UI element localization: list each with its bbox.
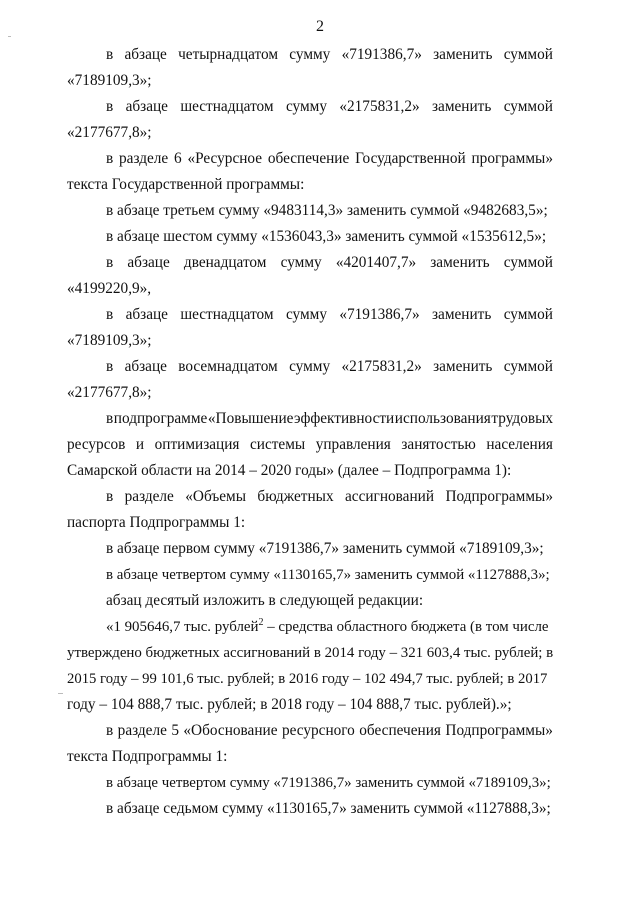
word: суммой xyxy=(503,254,553,271)
word: ресурсного xyxy=(281,722,355,739)
word: «Обоснование xyxy=(183,722,278,739)
text-line: текста Подпрограммы 1: xyxy=(67,748,228,765)
word: в xyxy=(106,98,114,115)
word: трудовых xyxy=(491,410,553,427)
word: подпрограмме xyxy=(113,410,208,427)
word: двенадцатом xyxy=(183,254,267,271)
footnote-marker: 2 xyxy=(258,617,264,628)
word: 5 xyxy=(171,722,179,739)
line-text: – средства областного бюджета (в том числе xyxy=(263,619,549,635)
word: системы xyxy=(249,436,306,453)
word: восемнадцатом xyxy=(178,358,278,375)
word: абзаце xyxy=(125,98,168,115)
word: суммой xyxy=(503,46,553,63)
word: абзаце xyxy=(124,358,167,375)
word: использования xyxy=(394,410,491,427)
word: заменить xyxy=(430,254,490,271)
word: абзаце xyxy=(125,306,168,323)
word: сумму xyxy=(280,254,322,271)
text-line xyxy=(106,150,553,168)
text-line: в абзаце первом сумму «7191386,7» заменить суммой «7189109,3»; xyxy=(106,540,544,557)
text-line: в абзаце четвертом сумму «1130165,7» заменить суммой «1127888,3»; xyxy=(106,567,550,583)
word: «Объемы xyxy=(185,488,247,505)
word: суммой xyxy=(503,358,553,375)
text-line xyxy=(106,254,553,272)
word: разделе xyxy=(117,722,167,739)
word: в xyxy=(106,306,114,323)
line-text: «1 905646,7 тыс. рублей xyxy=(106,619,259,635)
word: обеспечения xyxy=(359,722,441,739)
text-line: в абзаце шестом сумму «1536043,3» заменить суммой «1535612,5»; xyxy=(106,228,547,245)
word: абзаце xyxy=(127,254,170,271)
word: в xyxy=(106,358,114,375)
word: эффективности xyxy=(294,410,395,427)
text-line: паспорта Подпрограммы 1: xyxy=(67,514,246,531)
word: суммой xyxy=(503,306,553,323)
word: «4201407,7» xyxy=(335,254,417,271)
word: сумму xyxy=(289,46,331,63)
word: «Повышение xyxy=(207,410,294,427)
word: «2175831,2» xyxy=(339,98,420,115)
text-line: «2177677,8»; xyxy=(67,384,152,401)
word: занятостью xyxy=(401,436,476,453)
text-line: 2015 году – 99 101,6 тыс. рублей; в 2016 году – 102 494,7 тыс. рублей; в 2017 xyxy=(67,671,548,687)
word: программы» xyxy=(471,150,553,167)
text-line xyxy=(106,306,553,324)
word: сумму xyxy=(289,358,331,375)
text-line: году – 104 888,7 тыс. рублей; в 2018 году – 104 888,7 тыс. рублей).»; xyxy=(67,696,512,713)
text-line: в абзаце седьмом сумму «1130165,7» заменить суммой «1127888,3»; xyxy=(106,800,551,817)
word: «Ресурсное xyxy=(187,150,263,167)
text-line: «4199220,9», xyxy=(67,280,152,297)
text-line: абзац десятый изложить в следующей редакции: xyxy=(106,592,424,609)
word: суммой xyxy=(503,98,553,115)
text-line: «7189109,3»; xyxy=(67,72,152,89)
word: заменить xyxy=(433,46,493,63)
word: «7191386,7» xyxy=(341,46,422,63)
word: разделе xyxy=(124,488,174,505)
text-line: утверждено бюджетных ассигнований в 2014 году – 321 603,4 тыс. рублей; в xyxy=(67,645,554,661)
text-line xyxy=(106,722,553,740)
text-line xyxy=(106,98,553,116)
text-line xyxy=(106,618,553,636)
word: четырнадцатом xyxy=(178,46,279,63)
word: Подпрограммы» xyxy=(445,722,553,739)
word: оптимизация xyxy=(154,436,240,453)
word: «7191386,7» xyxy=(339,306,420,323)
text-line: Самарской области на 2014 – 2020 годы» (далее – Подпрограмма 1): xyxy=(67,462,512,479)
margin-tick xyxy=(58,693,63,694)
word: в xyxy=(106,46,114,63)
text-line xyxy=(106,46,553,64)
page-number: 2 xyxy=(316,18,324,35)
word: управления xyxy=(315,436,391,453)
text-line: в абзаце третьем сумму «9483114,3» заменить суммой «9482683,5»; xyxy=(106,202,548,219)
word: шестнадцатом xyxy=(180,306,274,323)
text-line xyxy=(106,358,553,376)
word: обеспечение xyxy=(267,150,350,167)
word: в xyxy=(106,722,114,739)
text-line: текста Государственной программы: xyxy=(67,176,305,193)
word: бюджетных xyxy=(257,488,334,505)
word: разделе xyxy=(119,150,169,167)
word: в xyxy=(106,410,114,427)
word: в xyxy=(106,254,114,271)
word: «2175831,2» xyxy=(341,358,422,375)
text-line xyxy=(106,410,553,428)
word: 6 xyxy=(174,150,182,167)
word: Государственной xyxy=(355,150,466,167)
word: абзаце xyxy=(124,46,167,63)
word: ресурсов xyxy=(67,436,126,453)
word: Подпрограммы» xyxy=(445,488,553,505)
word: в xyxy=(106,488,114,505)
word: сумму xyxy=(285,306,327,323)
text-line xyxy=(67,436,553,454)
text-line xyxy=(106,488,553,506)
word: населения xyxy=(486,436,553,453)
word: шестнадцатом xyxy=(180,98,274,115)
word: заменить xyxy=(432,98,492,115)
margin-tick xyxy=(8,36,11,37)
word: сумму xyxy=(285,98,327,115)
word: заменить xyxy=(432,306,492,323)
text-line: «7189109,3»; xyxy=(67,332,152,349)
text-line: в абзаце четвертом сумму «7191386,7» заменить суммой «7189109,3»; xyxy=(106,775,551,791)
word: ассигнований xyxy=(345,488,435,505)
text-line: «2177677,8»; xyxy=(67,124,152,141)
word: заменить xyxy=(433,358,493,375)
word: в xyxy=(106,150,114,167)
word: и xyxy=(135,436,145,453)
